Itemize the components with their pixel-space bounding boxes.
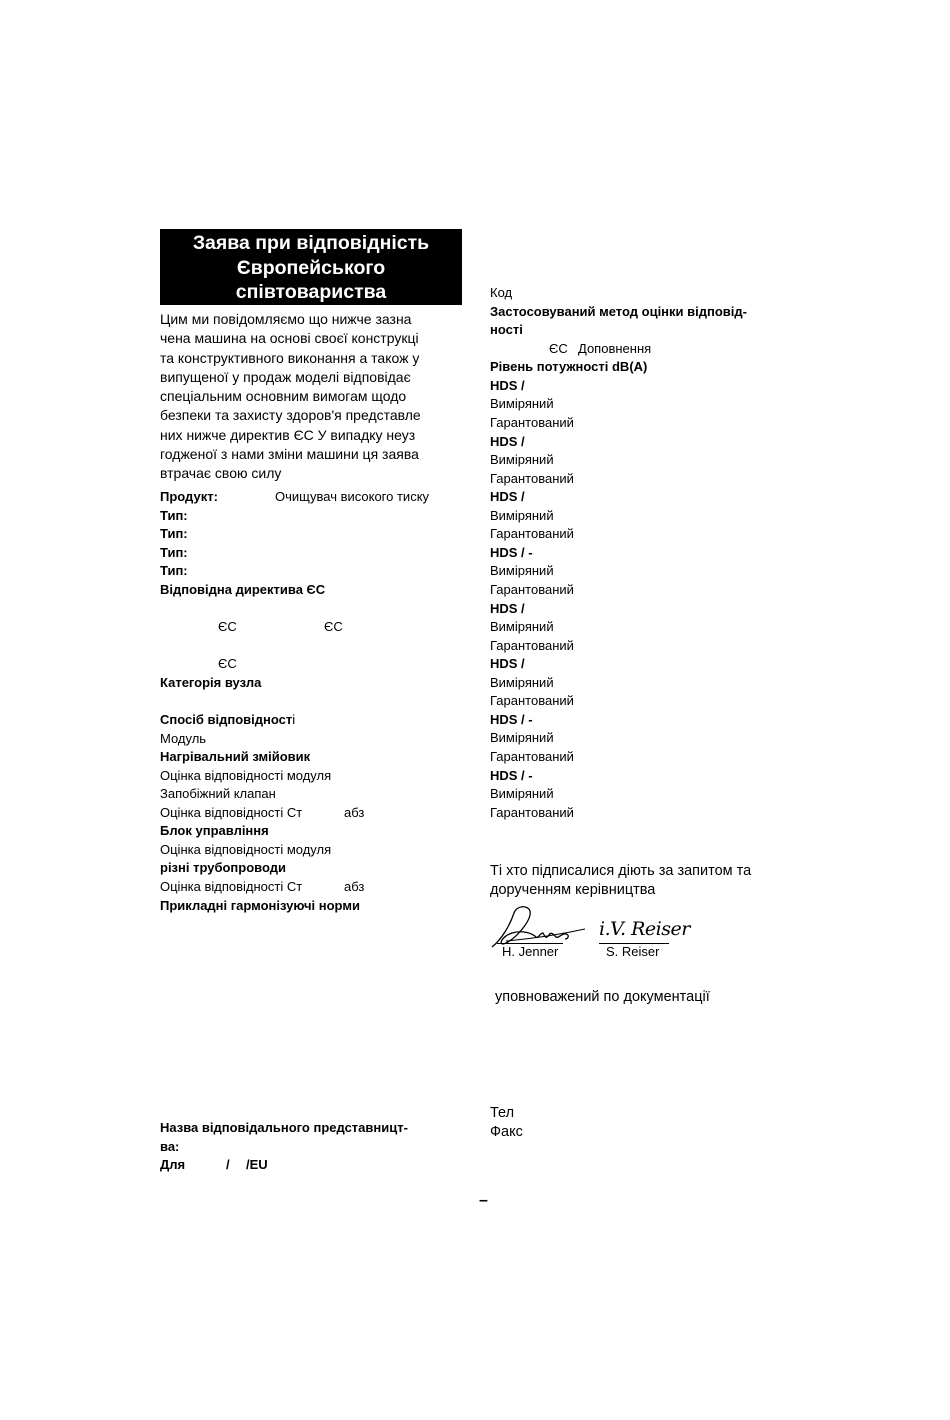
guaranteed-label: Гарантований xyxy=(490,582,574,597)
product-value: Очищувач високого тиску xyxy=(275,489,430,504)
article-assessment: Оцінка відповідності Ст xyxy=(160,879,303,894)
various-pipes-heading: різні трубопроводи xyxy=(160,860,286,875)
ec-label: ЄС xyxy=(549,341,568,356)
signature-reiser-handwriting: i.V. Reiser xyxy=(599,918,690,940)
title-line: Заява при відповідність xyxy=(192,232,430,254)
power-level-heading: Рівень потужності dB(A) xyxy=(490,359,648,374)
conformity-method-text: Спосіб відповідност xyxy=(160,712,293,727)
representative-heading-cont: ва: xyxy=(160,1139,180,1154)
measured-label: Виміряний xyxy=(490,396,554,411)
for-label: Для xyxy=(160,1157,186,1172)
module-assessment: Оцінка відповідності модуля xyxy=(160,768,332,783)
safety-valve-label: Запобіжний клапан xyxy=(160,786,276,801)
heating-coil-heading: Нагрівальний змійовик xyxy=(160,749,311,764)
guaranteed-label: Гарантований xyxy=(490,471,574,486)
measured-label: Виміряний xyxy=(490,563,554,578)
guaranteed-label: Гарантований xyxy=(490,805,574,820)
representative-heading: Назва відповідального представницт- xyxy=(160,1120,408,1135)
guaranteed-label: Гарантований xyxy=(490,693,574,708)
category-heading: Категорія вузла xyxy=(160,675,262,690)
type-label: Тип: xyxy=(160,563,188,578)
intro-line: чена машина на основі своєї конструкці xyxy=(160,330,419,347)
signer-name-reiser: S. Reiser xyxy=(606,944,660,959)
page-number: – xyxy=(479,1192,488,1209)
measured-label: Виміряний xyxy=(490,675,554,690)
measured-label: Виміряний xyxy=(490,508,554,523)
harmonized-norms-heading: Прикладні гармонізуючі норми xyxy=(160,898,360,913)
model-label: HDS / xyxy=(490,378,525,393)
type-label: Тип: xyxy=(160,508,188,523)
ec-label: ЄС xyxy=(218,656,237,671)
ec-label: ЄС xyxy=(218,619,237,634)
method-heading-cont: ності xyxy=(490,322,523,337)
measured-label: Виміряний xyxy=(490,786,554,801)
title-line: Європейського xyxy=(236,256,386,279)
guaranteed-label: Гарантований xyxy=(490,749,574,764)
signer-name-jenner: H. Jenner xyxy=(502,944,559,959)
model-label: HDS / xyxy=(490,489,525,504)
eu-label: /EU xyxy=(246,1157,268,1172)
intro-line: спеціальним основним вимогам щодо xyxy=(160,388,407,405)
control-block-heading: Блок управління xyxy=(160,823,269,838)
guaranteed-label: Гарантований xyxy=(490,638,574,653)
abz-label: абз xyxy=(344,879,365,894)
module-label: Модуль xyxy=(160,731,207,746)
model-label: HDS / - xyxy=(490,545,533,560)
abz-label: абз xyxy=(344,805,365,820)
conformity-method-tail: і xyxy=(292,712,296,727)
intro-line: них нижче директив ЄС У випадку неуз xyxy=(160,426,416,443)
slash-label: / xyxy=(226,1157,230,1172)
guaranteed-label: Гарантований xyxy=(490,526,574,541)
conformity-method-heading xyxy=(160,711,295,729)
article-assessment: Оцінка відповідності Ст xyxy=(160,805,303,820)
model-label: HDS / - xyxy=(490,768,533,783)
declaration-title xyxy=(160,229,462,305)
type-label: Тип: xyxy=(160,526,188,541)
model-label: HDS / - xyxy=(490,712,533,727)
intro-line: випущеної у продаж моделі відповідає xyxy=(160,368,411,385)
method-heading: Застосовуваний метод оцінки відповід- xyxy=(490,304,747,319)
signers-note-cont: дорученням керівництва xyxy=(490,882,656,898)
intro-line: годженої з нами зміни машини ця заява xyxy=(160,446,419,463)
measured-label: Виміряний xyxy=(490,730,554,745)
ec-label: ЄС xyxy=(324,619,343,634)
doc-authorized-label: уповноважений по документації xyxy=(495,989,710,1005)
model-label: HDS / xyxy=(490,656,525,671)
fax-label: Факс xyxy=(490,1124,523,1140)
intro-line: та конструктивного виконання а також у xyxy=(160,349,420,366)
measured-label: Виміряний xyxy=(490,619,554,634)
title-line: співтовариства xyxy=(235,281,387,303)
directive-heading: Відповідна директива ЄС xyxy=(160,582,326,597)
intro-line: Цим ми повідомляємо що нижче зазна xyxy=(160,311,412,327)
module-assessment: Оцінка відповідності модуля xyxy=(160,842,332,857)
tel-label: Тел xyxy=(490,1105,515,1121)
type-label: Тип: xyxy=(160,545,188,560)
intro-line: втрачає свою силу xyxy=(160,465,282,482)
code-label: Код xyxy=(490,285,513,300)
guaranteed-label: Гарантований xyxy=(490,415,574,430)
product-label: Продукт: xyxy=(160,489,218,504)
model-label: HDS / xyxy=(490,434,525,449)
supplement-label: Доповнення xyxy=(578,341,652,356)
intro-line: безпеки та захисту здоров'я представле xyxy=(160,407,421,424)
signers-note: Ті хто підписалися діють за запитом та xyxy=(490,863,752,879)
measured-label: Виміряний xyxy=(490,452,554,467)
model-label: HDS / xyxy=(490,601,525,616)
intro-paragraph xyxy=(160,310,421,484)
